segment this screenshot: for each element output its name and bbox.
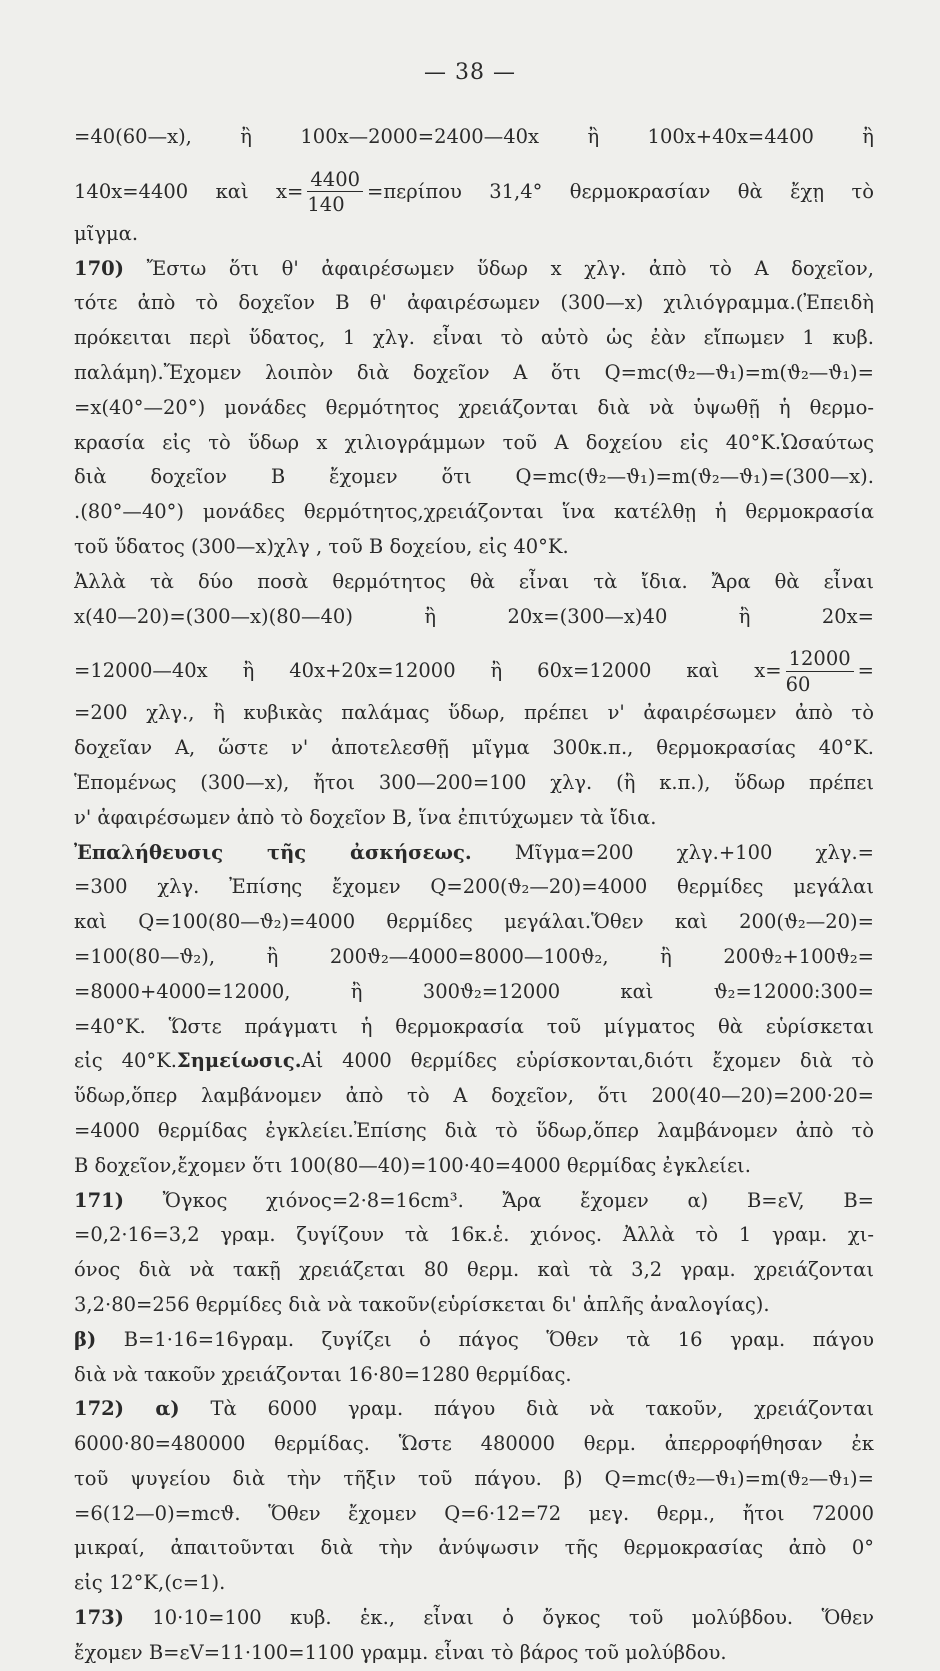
text-line [74, 1497, 874, 1532]
line-text: παλάμη).Ἔχομεν λοιπὸν διὰ δοχεῖον Α ὅτι Q=mc(ϑ₂—ϑ₁)=m(ϑ₂—ϑ₁)= [74, 360, 874, 384]
text-line [74, 426, 874, 461]
line-text: Μῖγμα=200 χλγ.+100 χλγ.= [471, 840, 874, 864]
line-text: ἔχομεν Β=εV=11·100=1100 γραμμ. εἶναι τὸ βάρος τοῦ μολύβδου. [74, 1640, 727, 1664]
text-line [74, 252, 874, 287]
line-text: =100(80—ϑ₂), ἢ 200ϑ₂—4000=8000—100ϑ₂, ἢ 200ϑ₂+100ϑ₂= [74, 944, 874, 968]
text-line [74, 600, 874, 635]
text-line [74, 801, 874, 836]
line-text: τοῦ ὕδατος (300—x)χλγ , τοῦ Β δοχείου, εἰς 40°Κ. [74, 534, 569, 558]
text-line [74, 1114, 874, 1149]
bold-heading: 171) [74, 1188, 124, 1212]
text-line [74, 1149, 874, 1184]
line-text: x(40—20)=(300—x)(80—40) ἢ 20x=(300—x)40 ἢ 20x= [74, 604, 874, 628]
line-text: =4000 θερμίδας ἐγκλείει.Ἐπίσης διὰ τὸ ὕδωρ,ὅπερ λαμβάνομεν ἀπὸ τὸ [74, 1118, 874, 1142]
text-line [74, 731, 874, 766]
line-text: =8000+4000=12000, ἢ 300ϑ₂=12000 καὶ ϑ₂=12000:300= [74, 979, 874, 1003]
text-line [74, 1010, 874, 1045]
text-line [74, 120, 874, 155]
text-line [74, 1184, 874, 1219]
text-line [74, 940, 874, 975]
line-prefix: =12000—40x ἢ 40x+20x=12000 ἢ 60x=12000 καὶ x= [74, 659, 782, 683]
line-text: μικραί, ἀπαιτοῦνται διὰ τὴν ἀνύψωσιν τῆς θερμοκρασίας ἀπὸ 0° [74, 1536, 874, 1560]
text-line [74, 495, 874, 530]
text-line [74, 696, 874, 731]
line-text: =x(40°—20°) μονάδες θερμότητος χρειάζονται διὰ νὰ ὑψωθῇ ἡ θερμο- [74, 395, 874, 419]
text-line [74, 460, 874, 495]
bold-heading: Σημείωσις. [176, 1049, 302, 1073]
line-text: Ὄγκος χιόνος=2·8=16cm³. Ἄρα ἔχομεν α) Β=εV, Β= [123, 1188, 874, 1212]
text-line [74, 565, 874, 600]
text-line [74, 1323, 874, 1358]
fraction-denominator: 140 [307, 193, 345, 217]
text-line [74, 975, 874, 1010]
text-line [74, 766, 874, 801]
line-text: =40°Κ. Ὥστε πράγματι ἡ θερμοκρασία τοῦ μίγματος θὰ εὑρίσκεται [74, 1014, 874, 1038]
text-line [74, 356, 874, 391]
line-text: Ἔστω ὅτι θ' ἀφαιρέσωμεν ὕδωρ x χλγ. ἀπὸ τὸ Α δοχεῖον, [123, 256, 874, 280]
text-line [74, 1427, 874, 1462]
bold-heading: 172) α) [74, 1397, 180, 1421]
line-text: =200 χλγ., ἢ κυβικὰς παλάμας ὕδωρ, πρέπει ν' ἀφαιρέσωμεν ἀπὸ τὸ [74, 701, 874, 725]
fraction [307, 167, 363, 217]
bold-heading: 170) [74, 256, 124, 280]
line-text: Αἱ 4000 θερμίδες εὑρίσκονται,διότι ἔχομεν διὰ τὸ [301, 1049, 874, 1073]
text-line [74, 1358, 874, 1393]
line-text: 10·10=100 κυβ. ἑκ., εἶναι ὁ ὄγκος τοῦ μολύβδου. Ὅθεν [123, 1606, 874, 1630]
text-line [74, 530, 874, 565]
line-text: διὰ δοχεῖον Β ἔχομεν ὅτι Q=mc(ϑ₂—ϑ₁)=m(ϑ₂—ϑ₁)=(300—x). [74, 465, 874, 489]
line-text: 6000·80=480000 θερμίδας. Ὥστε 480000 θερμ. ἀπερροφήθησαν ἐκ [74, 1432, 874, 1456]
line-text: διὰ νὰ τακοῦν χρειάζονται 16·80=1280 θερμίδας. [74, 1362, 572, 1386]
page-number: — 38 — [424, 60, 516, 85]
text-line [74, 1079, 874, 1114]
line-prefix: 140x=4400 καὶ x= [74, 179, 304, 203]
bold-heading: Ἐπαλήθευσις τῆς ἀσκήσεως. [74, 840, 472, 864]
line-text: 3,2·80=256 θερμίδες διὰ νὰ τακοῦν(εὑρίσκεται δι' ἁπλῆς ἀναλογίας). [74, 1292, 770, 1316]
line-text: καὶ Q=100(80—ϑ₂)=4000 θερμίδες μεγάλαι.Ὅθεν καὶ 200(ϑ₂—20)= [74, 910, 874, 934]
text-line [74, 155, 874, 217]
text-line [74, 1462, 874, 1497]
text-line [74, 217, 874, 252]
line-prefix: εἰς 40°Κ. [74, 1049, 177, 1073]
line-text: εἰς 12°Κ,(c=1). [74, 1571, 226, 1595]
line-text: =6(12—0)=mcϑ. Ὅθεν ἔχομεν Q=6·12=72 μεγ. θερμ., ἤτοι 72000 [74, 1501, 874, 1525]
line-text: =300 χλγ. Ἐπίσης ἔχομεν Q=200(ϑ₂—20)=4000 θερμίδες μεγάλαι [74, 875, 874, 899]
text-line [74, 836, 874, 871]
line-text: δοχεῖαν Α, ὥστε ν' ἀποτελεσθῇ μῖγμα 300κ.π., θερμοκρασίας 40°Κ. [74, 736, 874, 760]
line-text: .(80°—40°) μονάδες θερμότητος,χρειάζονται ἵνα κατέλθῃ ἡ θερμοκρασία [74, 500, 874, 524]
line-text: Τὰ 6000 γραμ. πάγου διὰ νὰ τακοῦν, χρειάζονται [179, 1397, 874, 1421]
fraction-numerator: 4400 [307, 170, 363, 193]
bold-heading: β) [74, 1327, 97, 1351]
line-text: Ἀλλὰ τὰ δύο ποσὰ θερμότητος θὰ εἶναι τὰ ἴδια. Ἄρα θὰ εἶναι [74, 569, 874, 593]
text-line [74, 1288, 874, 1323]
text-line [74, 634, 874, 696]
text-line [74, 870, 874, 905]
line-text: =40(60—x), ἢ 100x—2000=2400—40x ἢ 100x+40x=4400 ἢ [74, 125, 874, 148]
page-body-text [74, 120, 874, 1671]
text-line [74, 1636, 874, 1671]
text-line [74, 1601, 874, 1636]
line-text: =0,2·16=3,2 γραμ. ζυγίζουν τὰ 16κ.ἑ. χιόνος. Ἀλλὰ τὸ 1 γραμ. χι- [74, 1223, 874, 1247]
fraction [786, 649, 854, 694]
line-suffix: =περίπου 31,4° θερμοκρασίαν θὰ ἔχῃ τὸ [367, 179, 874, 203]
text-line [74, 391, 874, 426]
line-text: κρασία εἰς τὸ ὕδωρ x χιλιογράμμων τοῦ Α δοχείου εἰς 40°Κ.Ὡσαύτως [74, 430, 874, 454]
line-text: πρόκειται περὶ ὕδατος, 1 χλγ. εἶναι τὸ αὐτὸ ὡς ἐὰν εἴπωμεν 1 κυβ. [74, 326, 874, 350]
text-line [74, 286, 874, 321]
bold-heading: 173) [74, 1606, 124, 1630]
line-text: όνος διὰ νὰ τακῇ χρειάζεται 80 θερμ. καὶ τὰ 3,2 γραμ. χρειάζονται [74, 1258, 874, 1282]
text-line [74, 1044, 874, 1079]
line-suffix: = [857, 659, 874, 683]
text-line [74, 1392, 874, 1427]
line-text: μῖγμα. [74, 221, 139, 245]
line-text: Β=1·16=16γραμ. ζυγίζει ὁ πάγος Ὅθεν τὰ 16 γραμ. πάγου [96, 1327, 874, 1351]
text-line [74, 905, 874, 940]
line-text: Ἑπομένως (300—x), ἤτοι 300—200=100 χλγ. (ἢ κ.π.), ὕδωρ πρέπει [74, 770, 874, 794]
line-text: Β δοχεῖον,ἔχομεν ὅτι 100(80—40)=100·40=4000 θερμίδας ἐγκλείει. [74, 1153, 751, 1177]
text-line [74, 1531, 874, 1566]
text-line [74, 321, 874, 356]
line-text: ν' ἀφαιρέσωμεν ἀπὸ τὸ δοχεῖον Β, ἵνα ἐπιτύχωμεν τὰ ἴδια. [74, 805, 657, 829]
text-line [74, 1566, 874, 1601]
line-text: τότε ἀπὸ τὸ δοχεῖον Β θ' ἀφαιρέσωμεν (300—x) χιλιόγραμμα.(Ἐπειδὴ [74, 291, 874, 315]
text-line [74, 1218, 874, 1253]
fraction-numerator: 12000 [786, 649, 854, 672]
line-text: τοῦ ψυγείου διὰ τὴν τῆξιν τοῦ πάγου. β) Q=mc(ϑ₂—ϑ₁)=m(ϑ₂—ϑ₁)= [74, 1466, 874, 1490]
text-line [74, 1253, 874, 1288]
line-text: ὕδωρ,ὅπερ λαμβάνομεν ἀπὸ τὸ Α δοχεῖον, ὅτι 200(40—20)=200·20= [74, 1084, 874, 1108]
fraction-denominator: 60 [785, 672, 811, 696]
